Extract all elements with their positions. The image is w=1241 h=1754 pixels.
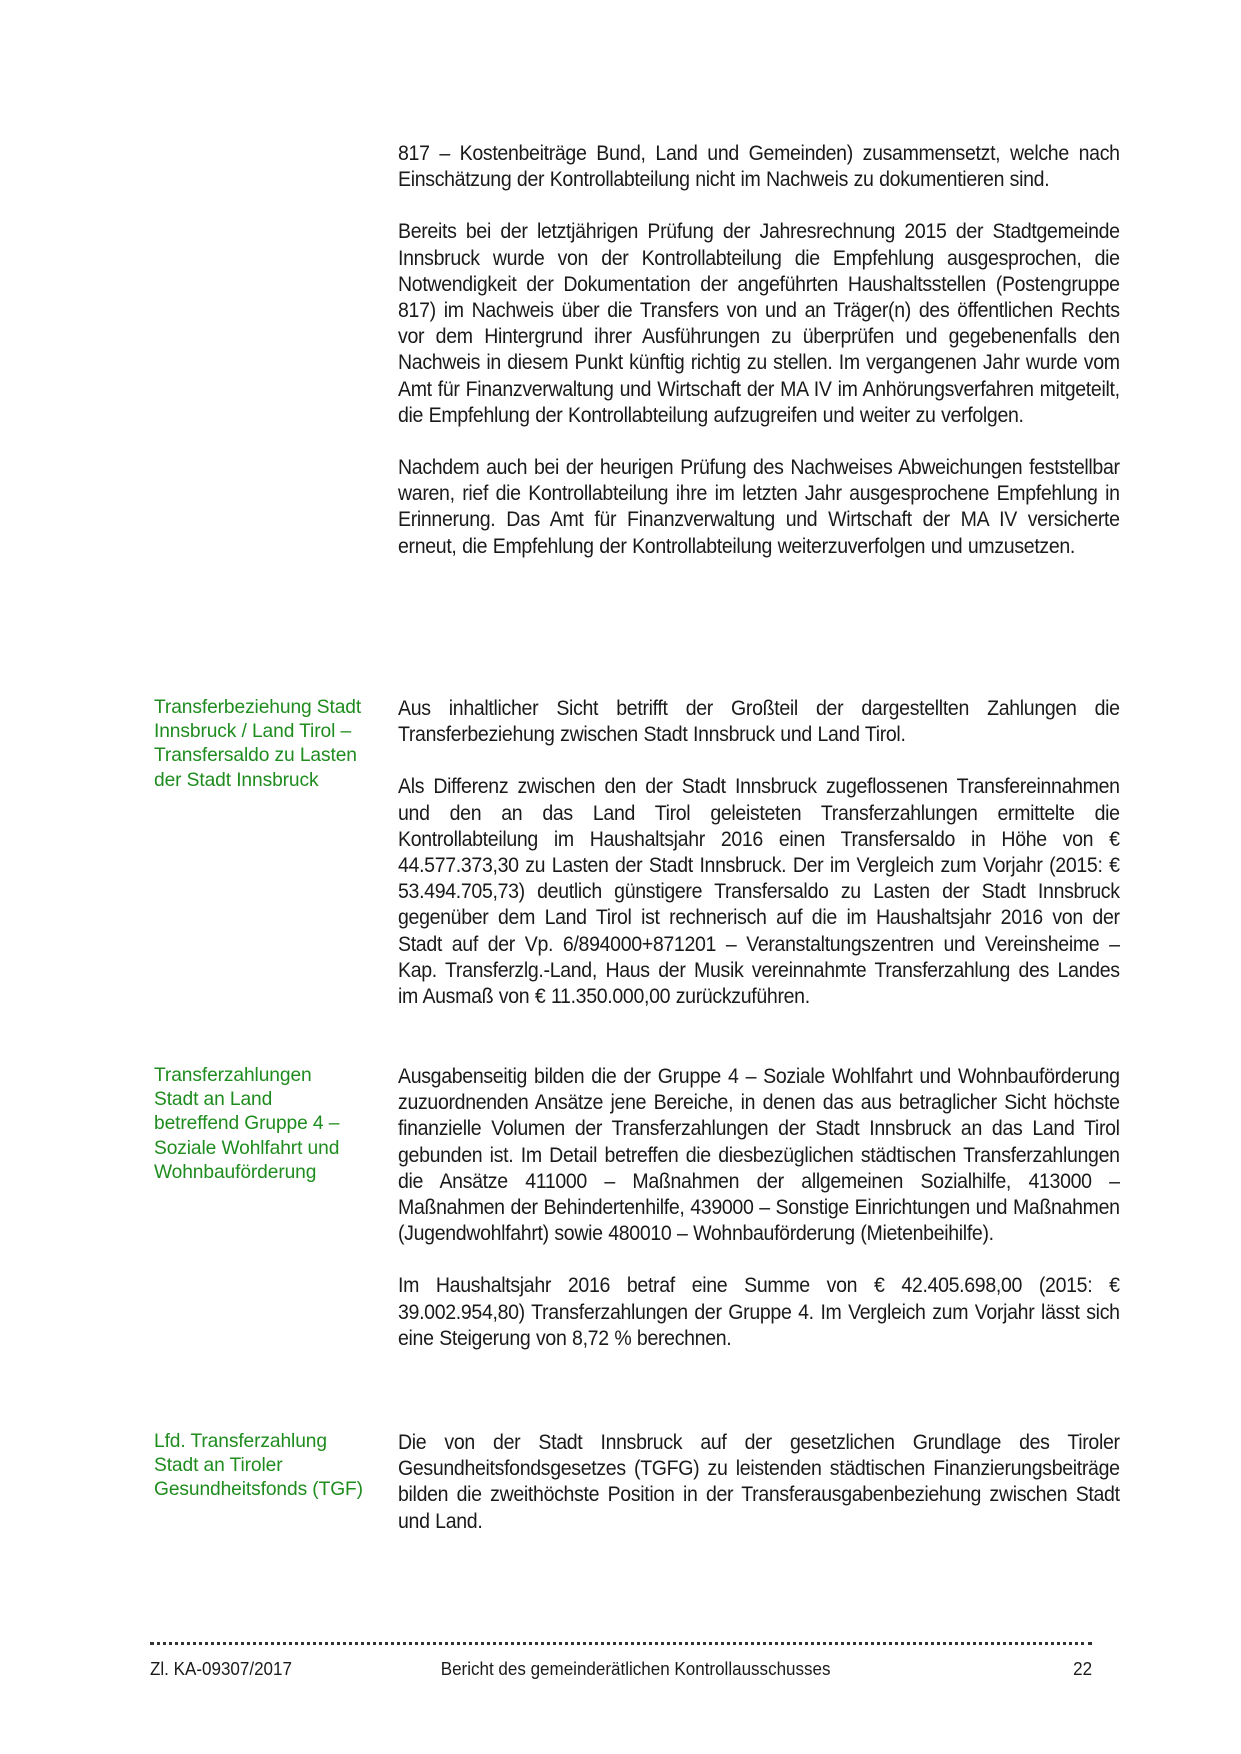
paragraph: Bereits bei der letztjährigen Prüfung der Jahresrechnung 2015 der Stadtgemeinde Innsbruck wurde von der Kontrollabteilung die Empfehlung ausgesprochen, die Notwendigkeit der Dokumentation der angeführten Haushaltsstellen (Postengruppe 817) im Nachweis über die Transfers von und an Träger(n) des öffentlichen Rechts vor dem Hintergrund ihrer Ausführungen zu überprüfen und gegebenenfalls den Nachweis in diesem Punkt künftig richtig zu stellen. Im vergangenen Jahr wurde vom Amt für Finanzverwaltung und Wirtschaft der MA IV im Anhörungsverfahren mitgeteilt, die Empfehlung der Kontrollabteilung aufzugreifen und weiter zu verfolgen. [398,220,1120,427]
section-1-body [398,696,1120,1036]
paragraph: Aus inhaltlicher Sicht betrifft der Großteil der dargestellten Zahlungen die Transferbeziehung zwischen Stadt Innsbruck und Land Tirol. [398,697,1120,747]
paragraph: 817 – Kostenbeiträge Bund, Land und Gemeinden) zusammensetzt, welche nach Einschätzung der Kontrollabteilung nicht im Nachweis zu dokumentieren sind. [398,142,1120,192]
paragraph: Die von der Stadt Innsbruck auf der gesetzlichen Grundlage des Tiroler Gesundheitsfondsgesetzes (TGFG) zu leistenden städtischen Finanzierungsbeiträge bilden die zweithöchste Position in der Transferausgabenbeziehung zwischen Stadt und Land. [398,1431,1120,1533]
section-2-body [398,1064,1120,1378]
report-title: Bericht des gemeinderätlichen Kontrollausschusses [440,1658,831,1679]
page-number: 22 [1073,1658,1093,1679]
margin-note-transferbeziehung: Transferbeziehung Stadt Innsbruck / Land Tirol – Transfersaldo zu Lasten der Stadt Innsbruck [154,697,362,791]
page-footer [150,1658,1092,1682]
paragraph: Im Haushaltsjahr 2016 betraf eine Summe von € 42.405.698,00 (2015: € 39.002.954,80) Transferzahlungen der Gruppe 4. Im Vergleich zum Vorjahr lässt sich eine Steigerung von 8,72 % berechnen. [398,1274,1120,1350]
paragraph: Ausgabenseitig bilden die der Gruppe 4 – Soziale Wohlfahrt und Wohnbauförderung zuzuordnenden Ansätze jene Bereiche, in denen das aus betraglicher Sicht höchste finanzielle Volumen der Transferzahlungen der Stadt Innsbruck an das Land Tirol gebunden ist. Im Detail betreffen die diesbezüglichen städtischen Transferzahlungen die Ansätze 411000 – Maßnahmen der allgemeinen Sozialhilfe, 413000 – Maßnahmen der Behindertenhilfe, 439000 – Sonstige Einrichtungen und Maßnahmen (Jugendwohlfahrt) sowie 480010 – Wohnbauförderung (Mietenbeihilfe). [398,1065,1120,1246]
paragraph: Als Differenz zwischen den der Stadt Innsbruck zugeflossenen Transfereinnahmen und den an das Land Tirol geleisteten Transferzahlungen ermittelte die Kontrollabteilung im Haushaltsjahr 2016 einen Transfersaldo in Höhe von € 44.577.373,30 zu Lasten der Stadt Innsbruck. Der im Vergleich zum Vorjahr (2015: € 53.494.705,73) deutlich günstigere Transfersaldo zu Lasten der Stadt Innsbruck gegenüber dem Land Tirol ist rechnerisch auf die im Haushaltsjahr 2016 von der Stadt auf der Vp. 6/894000+871201 – Veranstaltungszentren und Vereinsheime – Kap. Transferzlg.-Land, Haus der Musik vereinnahmte Transferzahlung des Landes im Ausmaß von € 11.350.000,00 zurückzuführen. [398,775,1120,1009]
footer-divider [150,1642,1092,1645]
paragraph: Nachdem auch bei der heurigen Prüfung des Nachweises Abweichungen feststellbar waren, rief die Kontrollabteilung ihre im letzten Jahr ausgesprochene Empfehlung in Erinnerung. Das Amt für Finanzverwaltung und Wirtschaft der MA IV versicherte erneut, die Empfehlung der Kontrollabteilung weiterzuverfolgen und umzusetzen. [398,456,1120,558]
margin-note-tgf: Lfd. Transferzahlung Stadt an Tiroler Gesundheitsfonds (TGF) [154,1431,363,1501]
document-reference: Zl. KA-09307/2017 [150,1658,292,1679]
section-0-body [398,141,1120,586]
margin-note-gruppe-4: Transferzahlungen Stadt an Land betreffend Gruppe 4 – Soziale Wohlfahrt und Wohnbauförderung [154,1065,340,1183]
section-3-body [398,1430,1120,1561]
